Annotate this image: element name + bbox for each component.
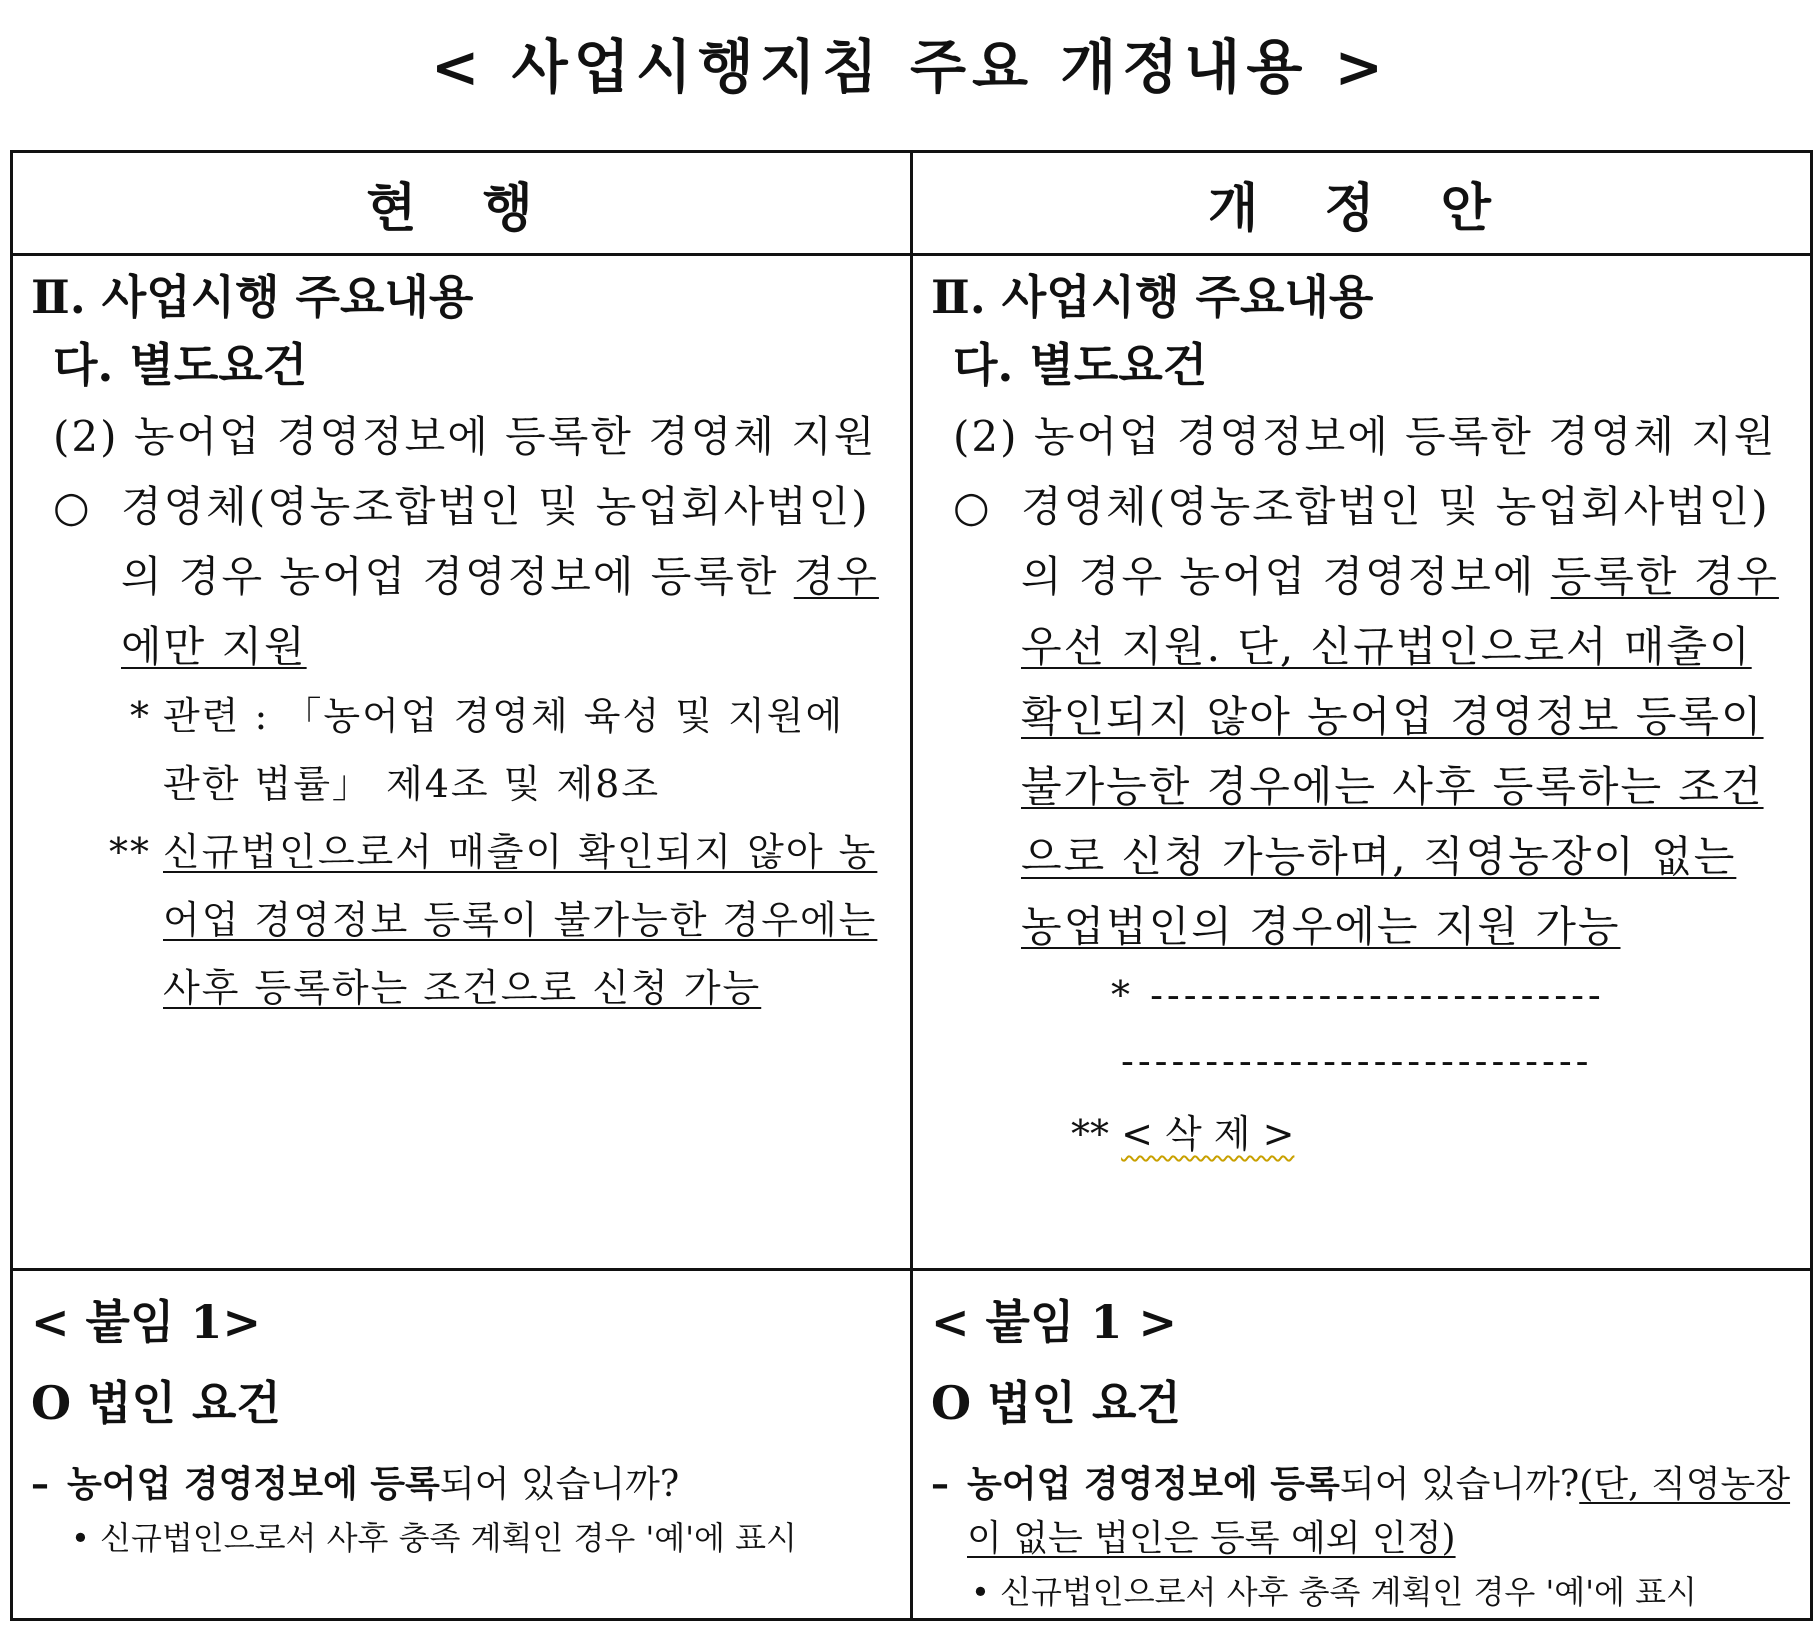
bullet-text: 경영체(영농조합법인 및 농업회사법인)의 경우 농어업 경영정보에 등록한 (121, 482, 870, 601)
main-row (12, 255, 1812, 1270)
comparison-table (10, 150, 1813, 1621)
question-note: • 신규법인으로서 사후 충족 계획인 경우 '예'에 표시 (71, 1519, 797, 1557)
item-heading: (2) 농어업 경영정보에 등록한 경영체 지원 (53, 412, 877, 461)
question-item: – 농어업 경영정보에 등록되어 있습니까? (31, 1463, 680, 1505)
bullet-item (31, 472, 892, 682)
current-attachment-cell (12, 1270, 912, 1620)
revised-attachment-cell (912, 1270, 1812, 1620)
section-heading: Ⅱ. 사업시행 주요내용 (31, 270, 474, 324)
revised-content-cell (912, 255, 1812, 1270)
attachment-title: < 붙임 1> (31, 1295, 261, 1349)
deleted-marker: ** < 삭 제 > (1071, 1112, 1295, 1156)
item-heading: (2) 농어업 경영정보에 등록한 경영체 지원 (953, 412, 1777, 461)
header-row (12, 152, 1812, 255)
page-title: < 사업시행지침 주요 개정내용 > (430, 33, 1390, 101)
footnote-related-law: * 관련 : 「농어업 경영체 육성 및 지원에 관한 법률」 제4조 및 제8조 (130, 694, 845, 806)
attachment-heading: O 법인 요건 (931, 1376, 1181, 1430)
attachment-heading: O 법인 요건 (31, 1376, 281, 1430)
current-content-cell (12, 255, 912, 1270)
deleted-footnote-dashes: * --------------------------- (1111, 973, 1605, 1017)
footnote-new-corporation: ** 신규법인으로서 매출이 확인되지 않아 농어업 경영정보 등록이 불가능한 경우에는 사후 등록하는 조건으로 신청 가능 (109, 830, 878, 1010)
bullet-item (931, 472, 1792, 962)
circle-bullet-icon: ○ (53, 482, 92, 531)
bullet-text-underlined: 등록한 경우 우선 지원. 단, 신규법인으로서 매출이 확인되지 않아 농어업 경영정보 등록이 불가능한 경우에는 사후 등록하는 조건으로 신청 가능하며, 직영농장이 없는 농업법인의 경우에는 지원 가능 (1021, 552, 1779, 951)
revised-column-header: 개 정 안 (912, 152, 1812, 255)
attachment-row (12, 1270, 1812, 1620)
current-column-header: 현 행 (12, 152, 912, 255)
bullet-text-underlined: 경우에만 지원 (121, 552, 879, 671)
question-note: • 신규법인으로서 사후 충족 계획인 경우 '예'에 표시 (971, 1573, 1697, 1611)
attachment-title: < 붙임 1 > (931, 1295, 1178, 1349)
question-item: – 농어업 경영정보에 등록되어 있습니까?(단, 직영농장이 없는 법인은 등록 예외 인정) (931, 1463, 1791, 1559)
subsection-heading: 다. 별도요건 (53, 338, 308, 392)
subsection-heading: 다. 별도요건 (953, 338, 1208, 392)
circle-bullet-icon: ○ (953, 482, 992, 531)
section-heading: Ⅱ. 사업시행 주요내용 (931, 270, 1374, 324)
deleted-footnote-dashes-2: ---------------------------- (1121, 1039, 1593, 1083)
bullet-text: 경영체(영농조합법인 및 농업회사법인)의 경우 농어업 경영정보에 (1021, 482, 1770, 601)
